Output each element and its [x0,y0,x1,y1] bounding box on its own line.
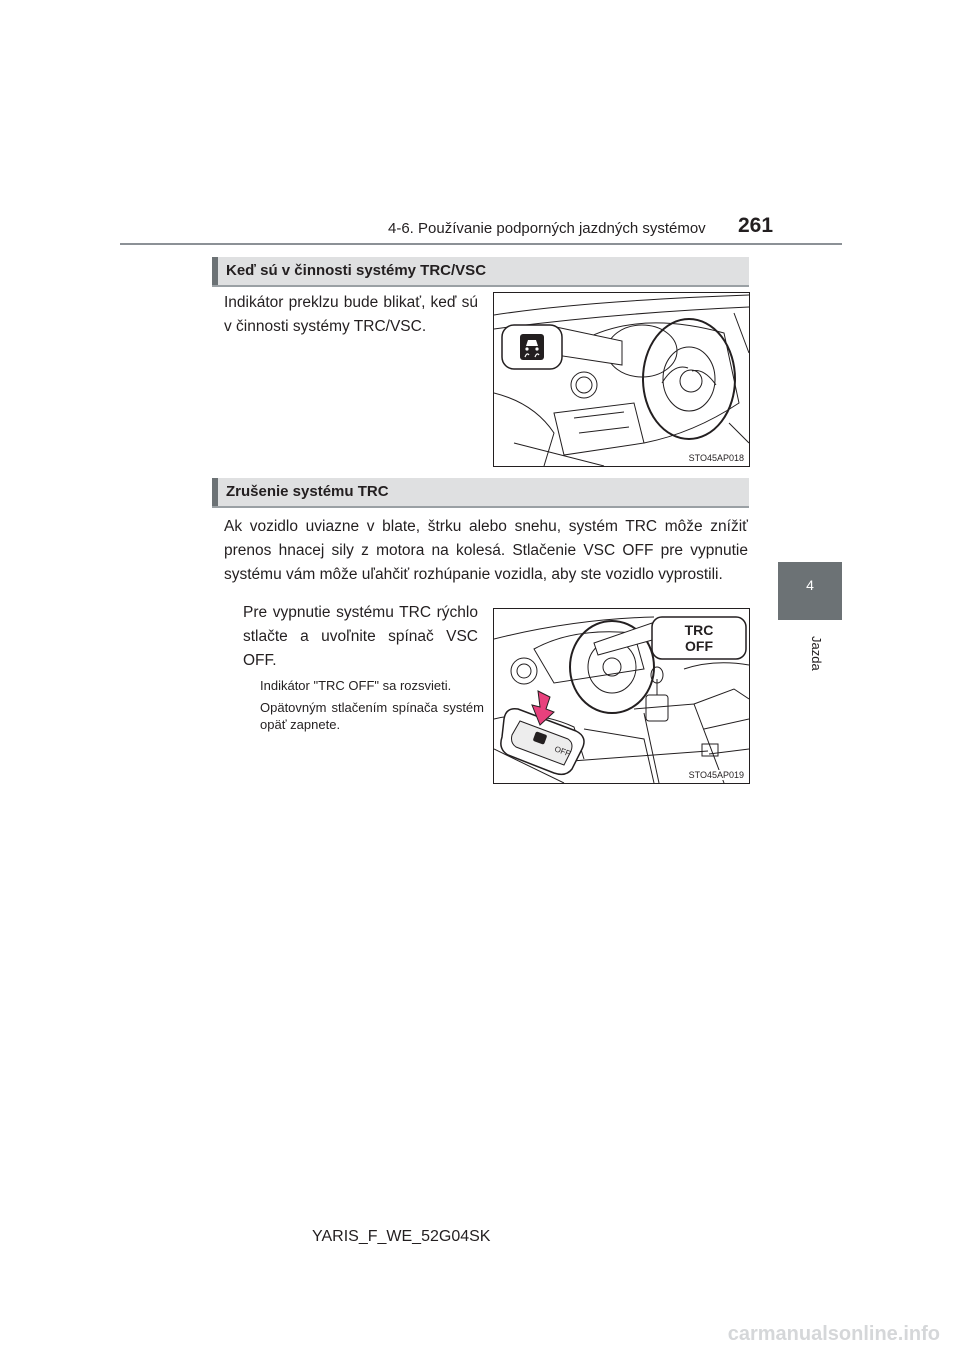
figure-dashboard-illustration [494,293,749,466]
switch-off-label: OFF [553,744,572,759]
section-heading-marker [212,257,218,285]
chapter-number: 4 [806,577,814,593]
figure-code: STO45AP019 [688,770,744,780]
document-id: YARIS_F_WE_52G04SK [312,1228,491,1245]
section1-body: Indikátor preklzu bude blikať, keď sú v činnosti systémy TRC/VSC. [224,294,478,335]
section2-note-reenable: Opätovným stlačením spínača systém opäť zapnete. [260,700,484,732]
section2-instruction: Pre vypnutie systému TRC rýchlo stlačte a uvoľnite spínač VSC OFF. [243,604,478,669]
chapter-label: Jazda [809,636,824,671]
section-heading-title: Keď sú v činnosti systémy TRC/VSC [226,262,487,279]
section2-body: Ak vozidlo uviazne v blate, štrku alebo snehu, systém TRC môže znížiť prenos hnacej sily z motora na kolesá. Stlačenie VSC OFF pre vypnutie systému vám môže uľahčiť rozhúpanie vozidla, aby ste vozidlo vyprostili. [224,518,748,583]
header-rule [120,243,842,245]
figure-vsc-off-switch [493,608,750,784]
slip-indicator-icon [520,334,544,360]
figure-code: STO45AP018 [688,453,744,463]
trc-off-callout-line1: TRC [684,622,714,638]
page-number: 261 [738,214,774,237]
site-watermark: carmanualsonline.info [727,1323,940,1345]
section-heading-marker [212,478,218,506]
section2-note-indicator: Indikátor "TRC OFF" sa rozsvieti. [260,678,452,693]
section-heading-trc-vsc [212,257,749,287]
section-heading-trc-cancel [212,478,749,508]
figure-dashboard-slip-indicator [493,292,750,467]
figure-console-illustration [494,609,749,783]
running-header-section: 4-6. Používanie podporných jazdných systémov [388,220,706,237]
trc-off-callout-line2: OFF [685,638,713,654]
section-heading-title: Zrušenie systému TRC [226,483,389,500]
